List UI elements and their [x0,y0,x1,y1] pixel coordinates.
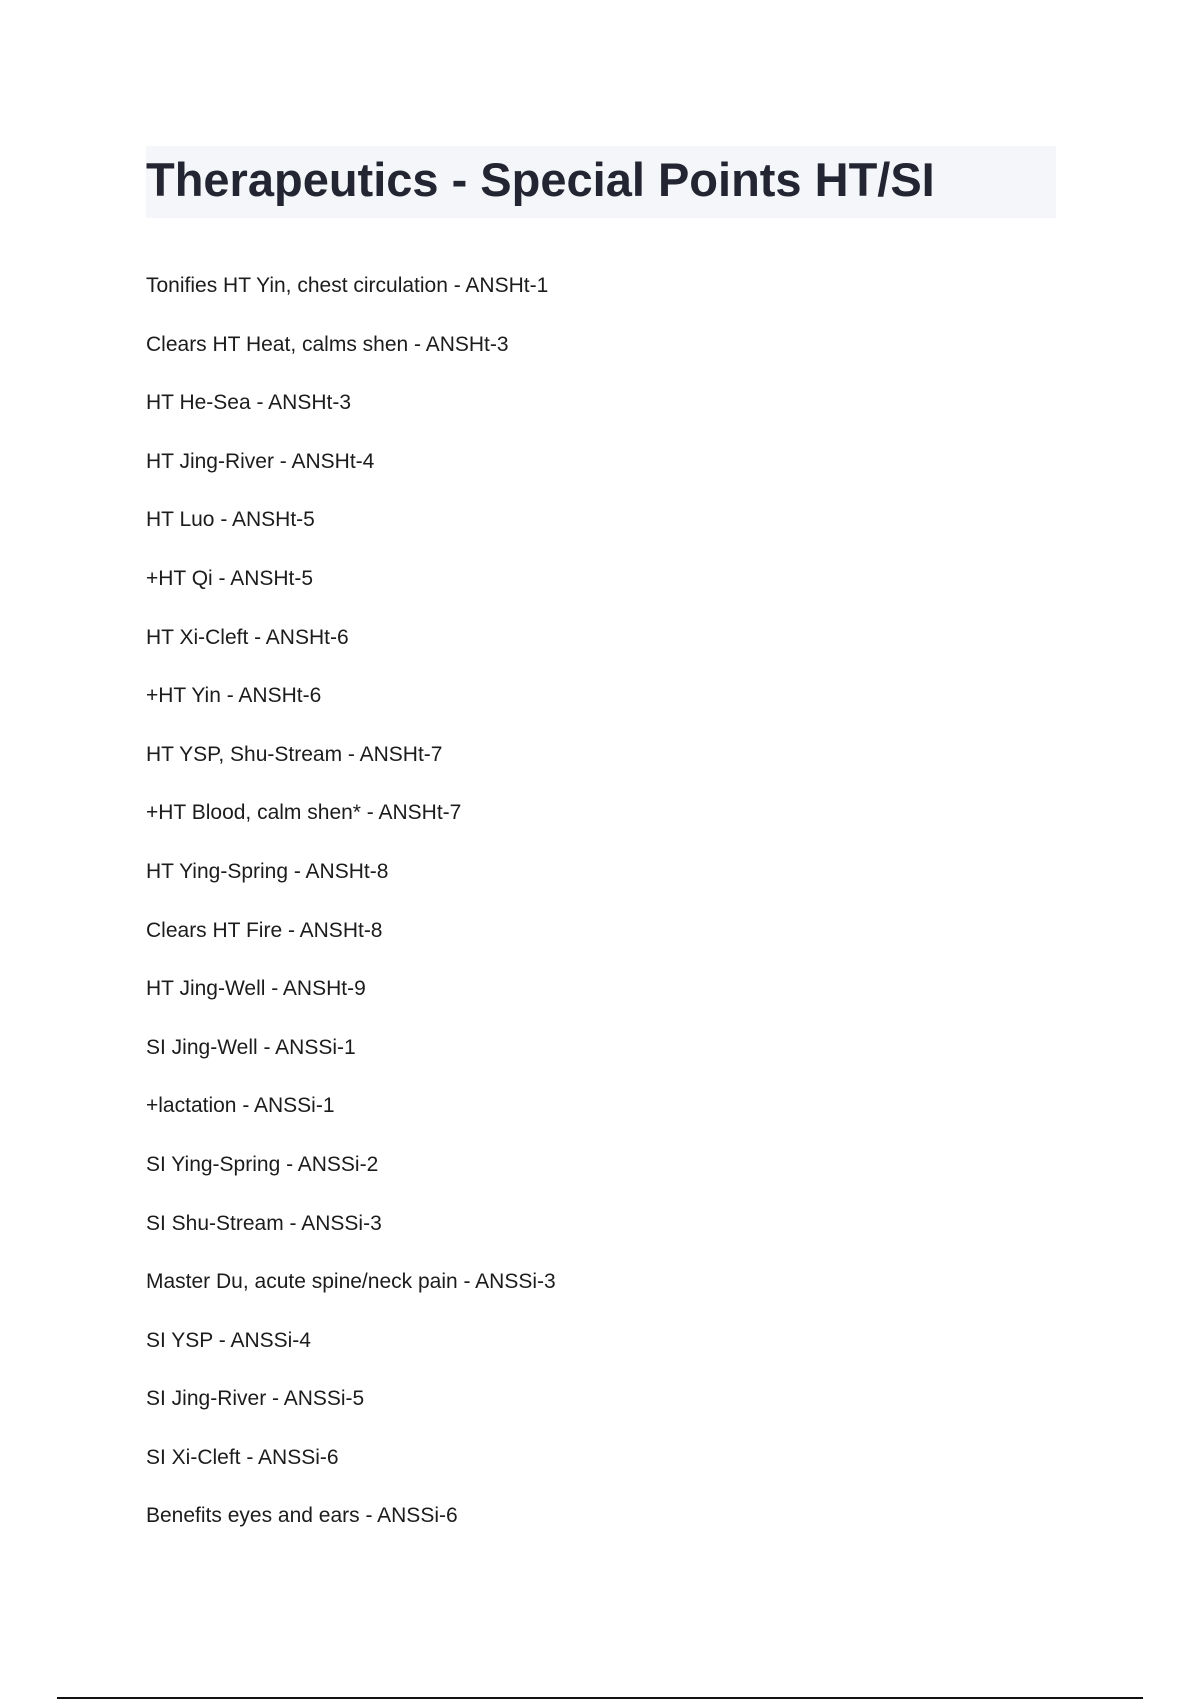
entry-list [146,270,1056,1559]
list-item: Benefits eyes and ears - ANSSi-6 [146,1504,458,1528]
list-item: +HT Yin - ANSHt-6 [146,684,322,708]
list-item: HT Ying-Spring - ANSHt-8 [146,859,389,883]
list-item: SI Jing-Well - ANSSi-1 [146,1035,356,1059]
list-item: SI YSP - ANSSi-4 [146,1328,311,1352]
list-item: SI Ying-Spring - ANSSi-2 [146,1152,379,1176]
list-item: HT Luo - ANSHt-5 [146,508,315,532]
list-item: Tonifies HT Yin, chest circulation - ANSHt-1 [146,274,549,297]
footer-divider [57,1697,1143,1699]
list-item: +HT Qi - ANSHt-5 [146,566,314,590]
list-item: HT Jing-River - ANSHt-4 [146,449,375,473]
list-item: +lactation - ANSSi-1 [146,1094,335,1118]
page-title: Therapeutics - Special Points HT/SI [146,153,935,206]
title-block [146,146,1056,218]
list-item: Master Du, acute spine/neck pain - ANSSi-3 [146,1270,556,1294]
list-item: Clears HT Fire - ANSHt-8 [146,918,383,942]
list-item: HT Jing-Well - ANSHt-9 [146,977,366,1001]
list-item: SI Jing-River - ANSSi-5 [146,1387,365,1411]
list-item: SI Shu-Stream - ANSSi-3 [146,1211,382,1235]
list-item: HT He-Sea - ANSHt-3 [146,391,352,415]
list-item: Clears HT Heat, calms shen - ANSHt-3 [146,332,509,356]
list-item: SI Xi-Cleft - ANSSi-6 [146,1445,339,1469]
list-item: HT YSP, Shu-Stream - ANSHt-7 [146,742,443,766]
list-item: HT Xi-Cleft - ANSHt-6 [146,625,349,649]
list-item: +HT Blood, calm shen* - ANSHt-7 [146,801,462,825]
